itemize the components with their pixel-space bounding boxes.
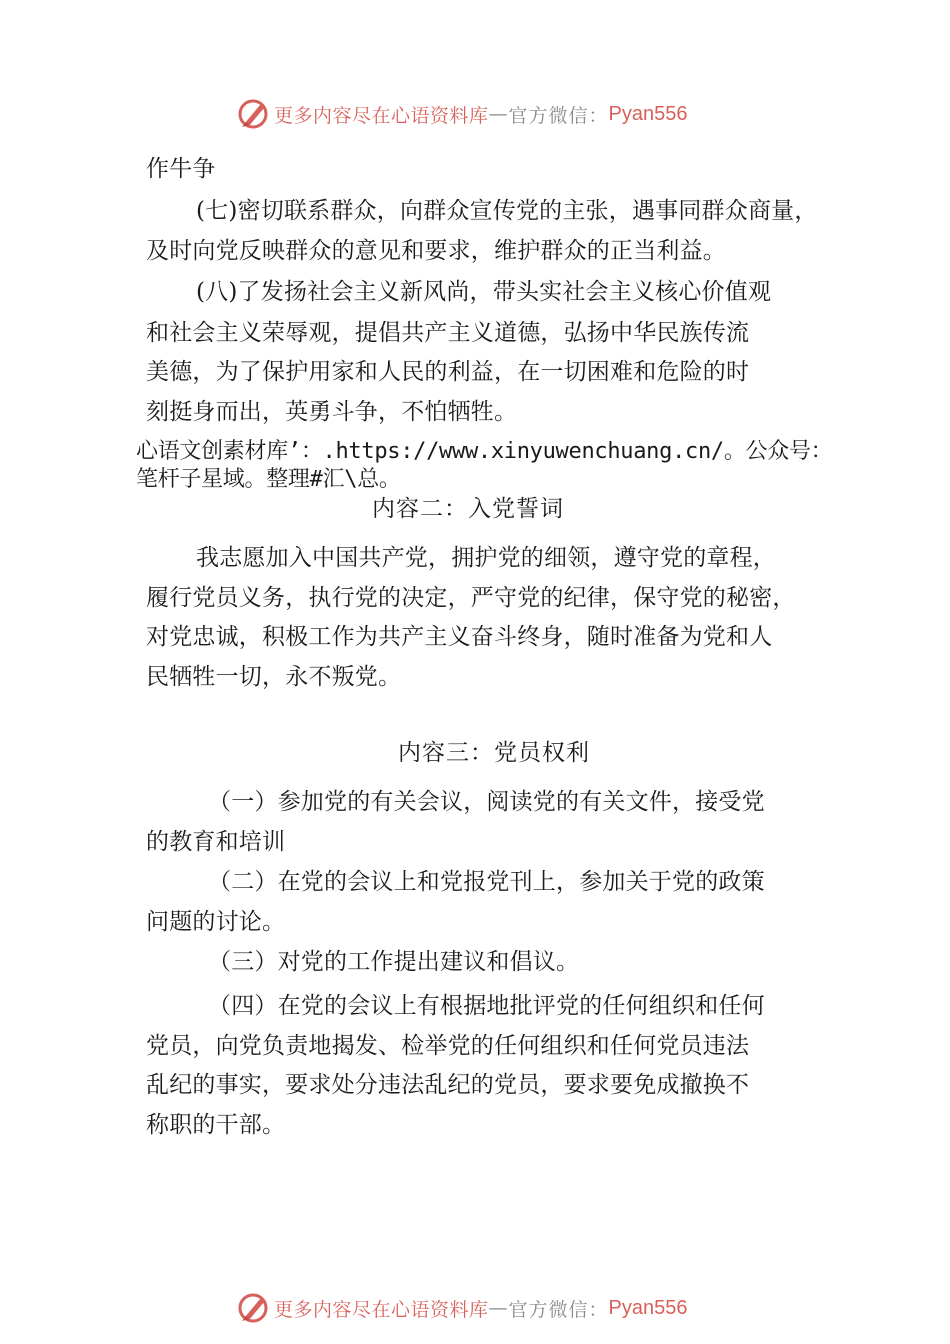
text-line: 问题的讨论。: [146, 909, 286, 935]
pen-logo-icon: [236, 1291, 270, 1325]
footer-banner: [236, 1290, 688, 1326]
banner-official: 官方微信：: [508, 104, 609, 127]
text-line: 及时向党反映群众的意见和要求，维护群众的正当利益。: [146, 238, 726, 264]
text-line: （三）对党的工作提出建议和倡议。: [208, 949, 580, 975]
banner-dash: —: [488, 103, 509, 125]
text-line: 履行党员义务，执行党的决定，严守党的纪律，保守党的秘密，: [146, 585, 796, 611]
text-line: 对党忠诚，积极工作为共产主义奋斗终身，随时准备为党和人: [146, 624, 773, 650]
header-banner: [236, 96, 688, 132]
text-line: 称职的干部。: [146, 1112, 286, 1138]
source-note-line: 笔杆子星域。整理#汇\总。: [136, 467, 401, 492]
text-line: (八)了发扬社会主义新风尚，带头实社会主义核心价值观: [196, 279, 772, 305]
banner-wechat-id: Pyan556: [608, 1296, 688, 1319]
text-line: 民牺牲一切，永不叛党。: [146, 664, 402, 690]
source-note-line: 心语文创素材库’：.https://www.xinyuwenchuang.cn/。公众号：: [136, 439, 833, 464]
text-line: 乱纪的事实，要求处分违法乱纪的党员，要求要免成撤换不: [146, 1072, 750, 1098]
text-line: （四）在党的会议上有根据地批评党的任何组织和任何: [208, 993, 765, 1019]
text-line: （一）参加党的有关会议，阅读党的有关文件，接受党: [208, 789, 765, 815]
section-heading: 内容二：入党誓词: [372, 496, 564, 522]
text-line: 和社会主义荣辱观，提倡共产主义道德，弘扬中华民族传流: [146, 320, 750, 346]
text-line: (七)密切联系群众，向群众宣传党的主张，遇事同群众商量，: [196, 198, 818, 224]
text-line: 我志愿加入中国共产党，拥护党的细领，遵守党的章程，: [196, 545, 776, 571]
text-line: （二）在党的会议上和党报党刊上，参加关于党的政策: [208, 869, 765, 895]
section-heading: 内容三：党员权利: [398, 740, 590, 766]
text-line: 刻挺身而出，英勇斗争，不怕牺牲。: [146, 399, 518, 425]
banner-text: 更多内容尽在心语资料库: [274, 104, 489, 127]
banner-wechat-id: Pyan556: [608, 102, 688, 125]
banner-text: 更多内容尽在心语资料库: [274, 1298, 489, 1321]
text-line: 作牛争: [146, 156, 216, 182]
text-line: 的教育和培训: [146, 829, 286, 855]
text-line: 美德，为了保护用家和人民的利益，在一切困难和危险的时: [146, 359, 750, 385]
pen-logo-icon: [236, 97, 270, 131]
text-line: 党员，向党负责地揭发、检举党的任何组织和任何党员违法: [146, 1033, 750, 1059]
banner-dash: —: [488, 1297, 509, 1319]
banner-official: 官方微信：: [508, 1298, 609, 1321]
